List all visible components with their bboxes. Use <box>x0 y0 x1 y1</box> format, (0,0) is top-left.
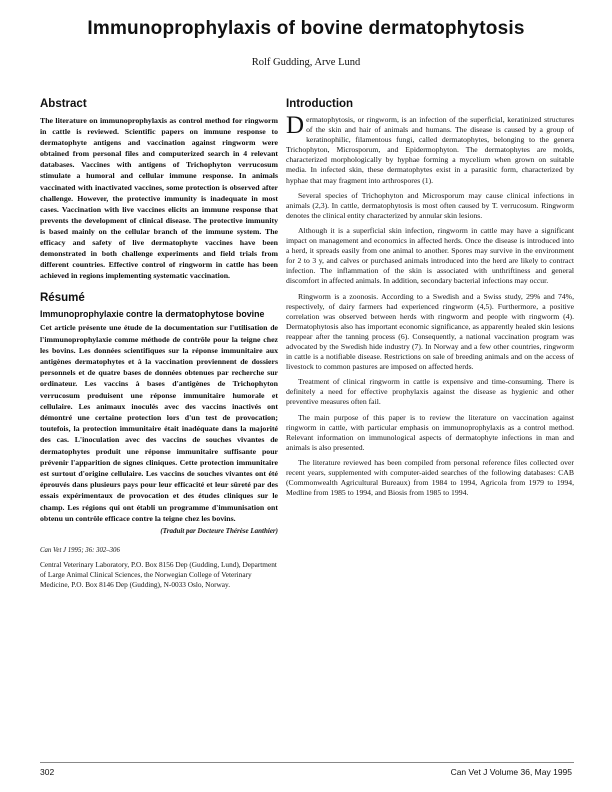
intro-paragraph: Treatment of clinical ringworm in cattle is expensive and time-consuming. There is definitely a need for effective prophylaxis against the disease as hygienic and other preventive measures often fail. <box>286 377 574 407</box>
intro-paragraph: Ringworm is a zoonosis. According to a Swedish and a Swiss study, 29% and 74%, respectively, of dairy farmers had experienced ringworm (4,5). Furthermore, a positive correlation was observed between herds with ringworm and people with ringworm (4). Dermatophytosis also has important economic significance, as apparently healed skin lesions reappear after the tanning process (6). Consequently, a national vaccination program was advocated by the Swedish hide industry (7). In Norway and a few other countries, ringworm in cattle is a notifiable disease. Restrictions on sale of breeding animals and on the access of livestock to common pastures are imposed on affected herds. <box>286 291 574 372</box>
intro-paragraph: Several species of Trichophyton and Microsporum may cause clinical infections in animals (2,3). In cattle, dermatophytosis is most often caused by T. verrucosum. Ringworm denotes the clinical entity characterized by annular skin lesions. <box>286 190 574 220</box>
intro-paragraph: The main purpose of this paper is to review the literature on vaccination against ringworm in cattle, with particular emphasis on immunoprophylaxis as a control method. Relevant information on immunological aspects of dermatophyte infections in man and animals is also presented. <box>286 412 574 452</box>
intro-paragraph: Dermatophytosis, or ringworm, is an infection of the superficial, keratinized structures of the skin and hair of animals and humans. The disease is caused by a group of keratinophilic, filamentous fungi, called dermatophytes, belonging to the genera Trichophyton, Microsporum, and Epidermophyton. The dermatophytes are molds, characterized morphologically by hyphae forming a mycelium when grown on suitable media. In infected skin, these dermatophytes exist in a parasitic form, characterized by hyphae that may fragment into arthrospores (1). <box>286 112 574 185</box>
page-number: 302 <box>40 767 55 777</box>
left-column <box>40 98 278 589</box>
abstract-heading: Abstract <box>40 98 87 110</box>
introduction-heading: Introduction <box>286 98 354 110</box>
right-column <box>286 98 574 503</box>
translator-credit: (Traduit par Docteure Thérèse Lanthier) <box>160 527 278 536</box>
intro-paragraph: Although it is a superficial skin infection, ringworm in cattle may have a significant impact on management and economics in affected herds. Once the disease is introduced into a herd, it spreads easily from one animal to another. Spores may survive in the environment for 2 to 3 y, and calves or purchased animals introduced into the herd are likely to contract infection. The inflammation of the skin is associated with unthriftiness and general discomfort in affected animals. In addition, secondary bacterial infections may occur. <box>286 225 574 286</box>
article-authors: Rolf Gudding, Arve Lund <box>251 57 361 68</box>
article-title: Immunoprophylaxis of bovine dermatophytosis <box>87 18 525 39</box>
drop-cap: D <box>286 112 305 139</box>
intro-paragraph: The literature reviewed has been compiled from personal reference files collected over recent years, supplemented with computer-aided searches of the following databases: CAB (Commonwealth Agricultural Bureaux) from 1984 to 1994, Agricola from 1979 to 1994, Medline from 1985 to 1994, and Biosis from 1985 to 1994. <box>286 457 574 498</box>
resume-subtitle: Immunoprophylaxie contre la dermatophytose bovine <box>40 309 265 320</box>
footer-divider <box>40 762 574 763</box>
author-affiliation: Central Veterinary Laboratory, P.O. Box 8156 Dep (Gudding, Lund), Department of Large Animal Clinical Sciences, the Norwegian College of Veterinary Medicine, P.O. Box 8146 Dep (Gudding), N-0033 Oslo, Norway. <box>40 560 277 589</box>
journal-citation: Can Vet J 1995; 36: 302–306 <box>40 547 120 555</box>
abstract-text: The literature on immunoprophylaxis as control method for ringworm in cattle is reviewed. Scientific papers on immune response to dermatophyte antigens and vaccination against ringworm were obtained from personal files and computerized search in 4 relevant databases. Vaccines with antigens of Trichophyton verrucosum stimulate a humoral and cellular immune response. In animals vaccinated with inactivated vaccines, some protection is observed after challenge. However, the protective immunity is inadequate in most cases. Vaccination with live vaccines elicits an immune response that prevents the development of clinical disease. The protective immunity is based mainly on the cellular branch of the immune system. The efficacy and safety of live dermatophyte vaccines have been demonstrated in both challenge experiments and field trials from different countries. Effective control of ringworm in cattle has been achieved in regions implementing systematic vaccination. <box>40 116 278 281</box>
resume-text: Cet article présente une étude de la documentation sur l'utilisation de l'immunoprophylaxie comme méthode de contrôle pour la teigne chez les bovins. Les données scientifiques sur la réponse immunitaire aux antigènes dermatophytes et à la vaccination proviennent de dossiers personnels et de quatre bases de données obtenues par recherche sur ordinateur. Les vaccins à bases d'antigènes de Trichophyton verrucosum produisent une réponse immunitaire humorale et cellulaire. Les animaux inoculés avec des vaccins inactivés ont démontré une certaine protection lors d'un test de provocation; toutefois, la protection immunitaire était inadéquate dans la majorité des cas. L'inoculation avec des vaccins de souches vivantes de dermatophytes produit une réponse immunitaire suffisante pour prévenir l'apparition de signes cliniques. Cette protection immunitaire est surtout d'origine cellulaire. Les vaccins de souches vivantes ont été éprouvés dans plusieurs pays pour leur efficacité et leur sûreté par des essais expérimentaux de provocation et des études cliniques sur le champ. Les régions qui ont établi un programme d'immunisation ont obtenu un contrôle efficace contre la teigne chez les bovins. <box>40 323 278 523</box>
resume-heading: Résumé <box>40 292 85 305</box>
journal-footer: Can Vet J Volume 36, May 1995 <box>450 767 572 777</box>
